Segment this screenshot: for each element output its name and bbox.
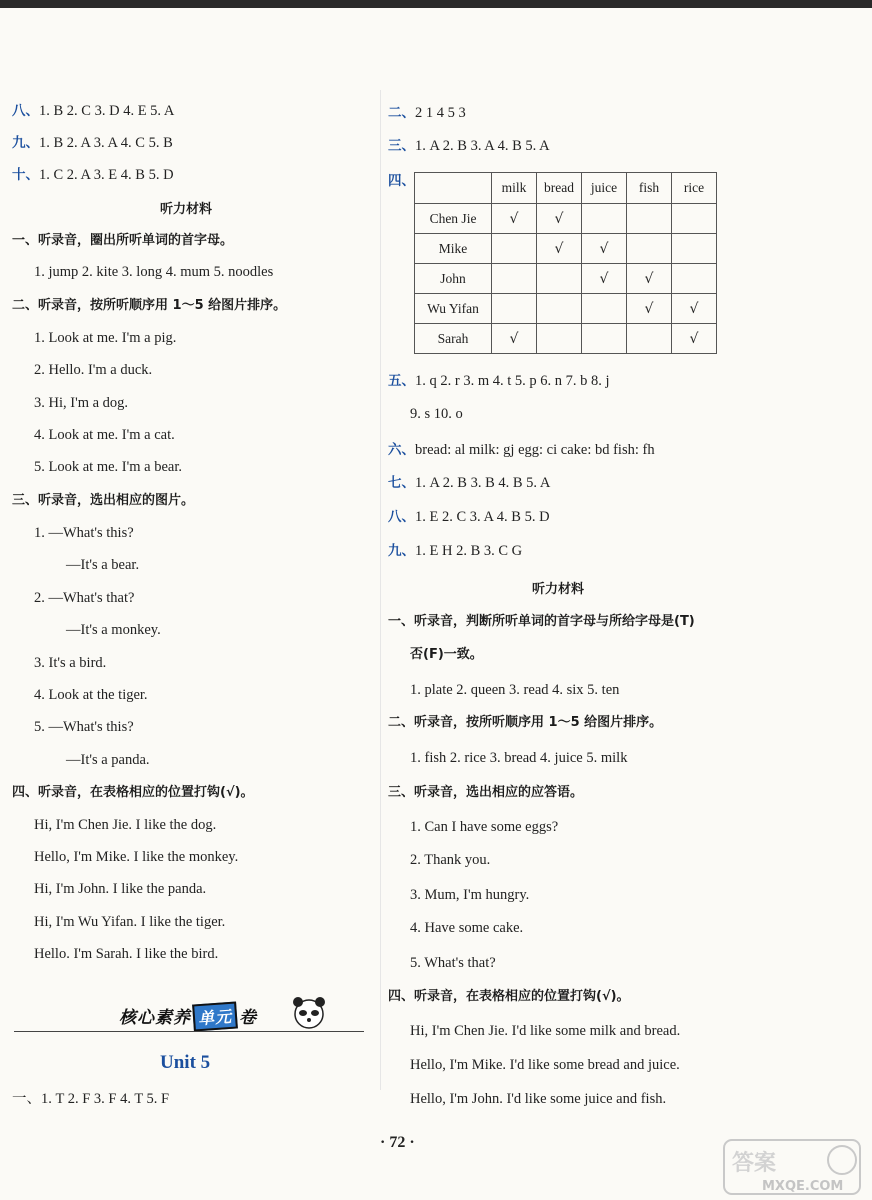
unit-title: Unit 5 [160, 1052, 211, 1073]
question-number: 九、 [388, 543, 415, 559]
line-text: 5. —What's this? [34, 719, 134, 735]
text-line [410, 681, 619, 699]
page-number: · 72 · [380, 1134, 415, 1151]
text-line [410, 1090, 666, 1108]
text-line [66, 556, 139, 574]
text-line [410, 1056, 680, 1074]
question-heading [388, 713, 662, 732]
line-text: Hi, I'm Wu Yifan. I like the tiger. [34, 914, 226, 930]
table-row [415, 264, 717, 294]
line-text: 4. Look at me. I'm a cat. [34, 427, 175, 443]
question-number: 八、 [388, 509, 415, 525]
question-heading [12, 296, 286, 315]
banner-title [119, 1003, 257, 1030]
line-text: 9. s 10. o [410, 406, 463, 422]
text-line [34, 394, 128, 412]
check-mark-cell: √ [627, 294, 672, 324]
line-text [388, 442, 655, 458]
text-line [410, 954, 496, 972]
watermark-logo-icon [722, 1138, 862, 1196]
column-header: juice [582, 173, 627, 204]
line-text [388, 509, 550, 525]
table-body [415, 204, 717, 354]
row-name: Sarah [415, 324, 492, 354]
line-text: Hello. I'm Sarah. I like the bird. [34, 946, 219, 962]
table-header-row [415, 173, 717, 204]
text-line [410, 886, 529, 904]
check-mark-cell: √ [582, 234, 627, 264]
line-text [12, 135, 173, 151]
text-line [34, 945, 218, 963]
line-text: Hello, I'm John. I'd like some juice and fish. [410, 1091, 667, 1107]
question-heading [12, 231, 233, 250]
answer-line [12, 134, 173, 152]
line-text [388, 138, 550, 154]
question-heading [12, 783, 254, 802]
question-number: 三、 [388, 138, 415, 154]
column-header: fish [627, 173, 672, 204]
banner-box-label: 单元 [192, 1001, 238, 1031]
question-heading [410, 645, 483, 664]
answer-text: 1. E H 2. B 3. C G [415, 543, 523, 559]
answer-line [388, 542, 522, 560]
question-number: 十、 [12, 167, 39, 183]
answer-text: 1. B 2. C 3. D 4. E 5. A [39, 103, 175, 119]
line-text: 二、听录音，按所听顺序用 1～5 给图片排序。 [388, 715, 663, 730]
line-text: Hi, I'm Chen Jie. I like the dog. [34, 817, 217, 833]
question-heading [388, 987, 630, 1006]
food-checklist-table [414, 172, 717, 354]
text-line [410, 919, 523, 937]
check-mark-cell: √ [537, 204, 582, 234]
check-mark-cell: √ [672, 294, 717, 324]
line-text: 1. plate 2. queen 3. read 4. six 5. ten [410, 682, 620, 698]
line-text: 1. Can I have some eggs? [410, 819, 559, 835]
line-text: 4. Look at the tiger. [34, 687, 148, 703]
line-text: —It's a panda. [66, 752, 150, 768]
question-heading [12, 491, 194, 510]
line-text: 四、听录音，在表格相应的位置打钩(√)。 [12, 785, 254, 800]
line-text: 三、听录音，选出相应的应答语。 [388, 785, 584, 800]
panda-mascot-icon [289, 992, 329, 1032]
check-mark-cell: √ [582, 264, 627, 294]
check-mark-cell: √ [627, 264, 672, 294]
text-line [410, 749, 627, 767]
line-text: 1. jump 2. kite 3. long 4. mum 5. noodles [34, 264, 274, 280]
check-mark-cell: √ [537, 234, 582, 264]
line-text: 一、听录音，判断所听单词的首字母与所给字母是(T) [388, 614, 695, 629]
empty-cell [492, 264, 537, 294]
unit-answers: 一、1. T 2. F 3. F 4. T 5. F [12, 1091, 170, 1107]
line-text: 2. —What's that? [34, 590, 135, 606]
core-literacy-banner [14, 990, 364, 1040]
empty-cell [672, 234, 717, 264]
line-text: Hi, I'm Chen Jie. I'd like some milk and bread. [410, 1023, 681, 1039]
line-text [12, 103, 174, 119]
scan-top-edge [0, 0, 872, 8]
line-text: 3. Hi, I'm a dog. [34, 395, 129, 411]
text-line [410, 851, 490, 869]
column-header: milk [492, 173, 537, 204]
empty-cell [627, 204, 672, 234]
banner-post: 卷 [239, 1008, 258, 1028]
check-mark-cell: √ [492, 324, 537, 354]
answer-text: 1. B 2. A 3. A 4. C 5. B [39, 135, 173, 151]
line-text: 1. Look at me. I'm a pig. [34, 330, 177, 346]
line-text: 否(F)一致。 [410, 647, 483, 662]
text-line [34, 263, 273, 281]
text-line [34, 361, 152, 379]
text-line [34, 654, 106, 672]
empty-cell [672, 264, 717, 294]
line-text [388, 105, 466, 121]
table-row [415, 324, 717, 354]
line-text: 3. It's a bird. [34, 655, 107, 671]
text-line [34, 686, 148, 704]
empty-cell [492, 294, 537, 324]
banner-pre: 核心素养 [119, 1008, 191, 1028]
line-text: 二、听录音，按所听顺序用 1～5 给图片排序。 [12, 298, 287, 313]
text-line [34, 329, 176, 347]
empty-cell [537, 324, 582, 354]
answer-text: 1. q 2. r 3. m 4. t 5. p 6. n 7. b 8. j [415, 373, 610, 389]
right-listening-heading: 听力材料 [532, 582, 585, 597]
row-name: Wu Yifan [415, 294, 492, 324]
line-text: 4. Have some cake. [410, 920, 524, 936]
text-line [34, 426, 175, 444]
text-line [34, 718, 134, 736]
column-header: rice [672, 173, 717, 204]
text-line [34, 589, 134, 607]
table-row [415, 204, 717, 234]
table-corner [415, 173, 492, 204]
text-line [34, 816, 216, 834]
empty-cell [582, 324, 627, 354]
table-question-label: 四、 [388, 173, 415, 189]
text-line [34, 913, 225, 931]
line-text [388, 475, 550, 491]
answer-line [388, 441, 655, 459]
line-text: 三、听录音，选出相应的图片。 [12, 493, 195, 508]
question-heading [388, 783, 583, 802]
column-divider [380, 90, 381, 1090]
empty-cell [672, 204, 717, 234]
line-text [388, 373, 610, 389]
line-text: 5. Look at me. I'm a bear. [34, 459, 182, 475]
text-line [66, 751, 150, 769]
text-line [34, 880, 206, 898]
answer-line [12, 102, 174, 120]
answer-line [388, 508, 550, 526]
question-number: 八、 [12, 103, 39, 119]
text-line [410, 1022, 680, 1040]
answer-text: 1. A 2. B 3. B 4. B 5. A [415, 475, 551, 491]
answer-line [388, 137, 550, 155]
check-mark-cell: √ [672, 324, 717, 354]
row-name: Chen Jie [415, 204, 492, 234]
answer-line [12, 166, 174, 184]
question-number: 七、 [388, 475, 415, 491]
question-number: 九、 [12, 135, 39, 151]
row-name: John [415, 264, 492, 294]
answer-line [388, 372, 610, 390]
line-text [388, 543, 522, 559]
line-text [12, 167, 174, 183]
text-line [34, 524, 134, 542]
empty-cell [492, 234, 537, 264]
line-text: 2. Hello. I'm a duck. [34, 362, 153, 378]
table-row [415, 234, 717, 264]
text-line [66, 621, 161, 639]
line-text: Hi, I'm John. I like the panda. [34, 881, 207, 897]
line-text: —It's a bear. [66, 557, 140, 573]
text-line [34, 458, 182, 476]
empty-cell [582, 204, 627, 234]
answer-text: 2 1 4 5 3 [415, 105, 466, 121]
text-line [34, 848, 238, 866]
line-text: 1. —What's this? [34, 525, 134, 541]
table-row [415, 294, 717, 324]
answer-line [388, 474, 550, 492]
line-text: 四、听录音，在表格相应的位置打钩(√)。 [388, 989, 630, 1004]
empty-cell [582, 294, 627, 324]
empty-cell [627, 324, 672, 354]
line-text: 2. Thank you. [410, 852, 491, 868]
question-number: 二、 [388, 105, 415, 121]
empty-cell [627, 234, 672, 264]
answer-text: 1. E 2. C 3. A 4. B 5. D [415, 509, 550, 525]
answer-text: 1. A 2. B 3. A 4. B 5. A [415, 138, 550, 154]
text-line [410, 405, 463, 423]
svg-text:答案: 答案 [732, 1151, 777, 1176]
line-text: Hello, I'm Mike. I'd like some bread and juice. [410, 1057, 680, 1073]
left-listening-heading: 听力材料 [160, 202, 213, 217]
line-text: 一、听录音，圈出所听单词的首字母。 [12, 233, 234, 248]
text-line [410, 818, 558, 836]
line-text: —It's a monkey. [66, 622, 161, 638]
question-number: 六、 [388, 442, 415, 458]
line-text: 3. Mum, I'm hungry. [410, 887, 530, 903]
banner-underline [14, 1031, 364, 1032]
question-number: 五、 [388, 373, 415, 389]
empty-cell [537, 294, 582, 324]
empty-cell [537, 264, 582, 294]
svg-text:MXQE.COM: MXQE.COM [762, 1179, 844, 1194]
answer-text: 1. C 2. A 3. E 4. B 5. D [39, 167, 174, 183]
row-name: Mike [415, 234, 492, 264]
line-text: 5. What's that? [410, 955, 496, 971]
line-text: Hello, I'm Mike. I like the monkey. [34, 849, 239, 865]
column-header: bread [537, 173, 582, 204]
answer-line [388, 104, 466, 122]
question-heading [388, 612, 695, 631]
line-text: 1. fish 2. rice 3. bread 4. juice 5. milk [410, 750, 628, 766]
check-mark-cell: √ [492, 204, 537, 234]
answer-text: bread: al milk: gj egg: ci cake: bd fish: fh [415, 442, 655, 458]
